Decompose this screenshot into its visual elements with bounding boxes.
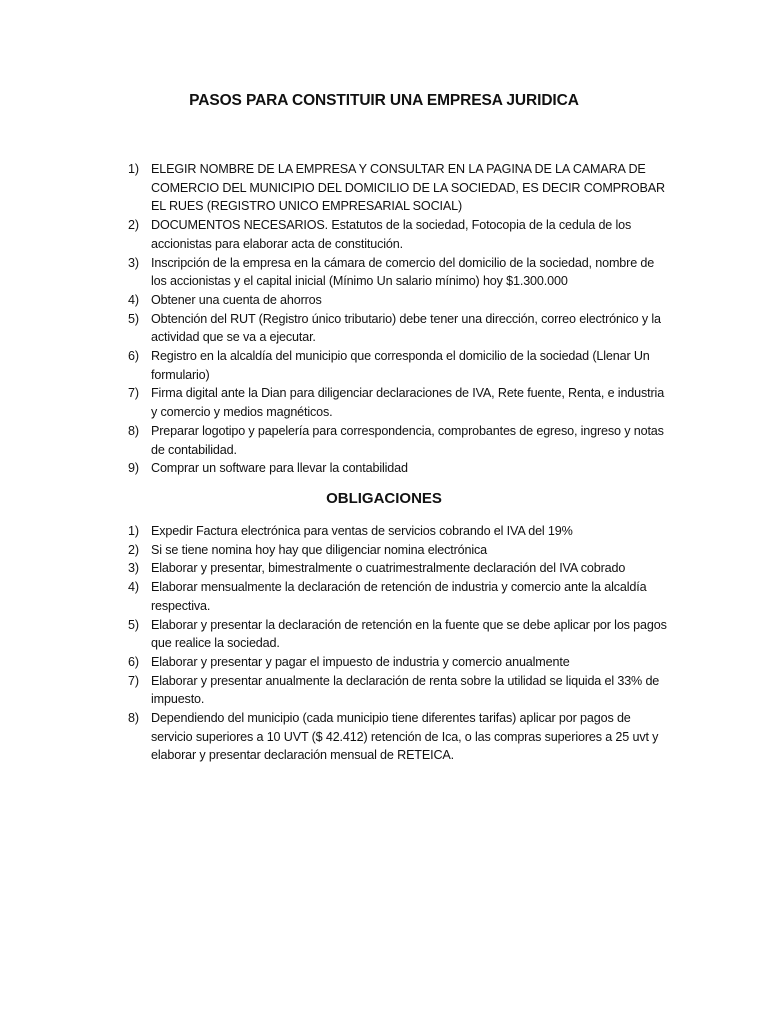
item-number: 1) xyxy=(128,162,139,176)
item-text: Obtención del RUT (Registro único tributario) debe tener una dirección, correo electrónico y la actividad que se va a ejecutar. xyxy=(151,311,661,345)
obligaciones-item-6 xyxy=(128,653,668,672)
item-number: 8) xyxy=(128,711,139,726)
pasos-item-2 xyxy=(128,216,668,253)
obligaciones-item-4 xyxy=(128,578,668,615)
obligaciones-heading: OBLIGACIONES xyxy=(326,490,442,507)
item-text: Registro en la alcaldía del municipio que corresponda el domicilio de la sociedad (Llenar Un formulario) xyxy=(151,349,650,382)
item-text: Elaborar mensualmente la declaración de retención de industria y comercio ante la alcaldía respectiva. xyxy=(151,580,647,613)
item-number: 6) xyxy=(128,349,139,364)
item-number: 6) xyxy=(128,654,139,669)
obligaciones-item-2 xyxy=(128,541,668,560)
obligaciones-item-3 xyxy=(128,559,668,578)
item-text: Expedir Factura electrónica para ventas de servicios cobrando el IVA del 19% xyxy=(151,524,573,538)
obligaciones-item-5 xyxy=(128,616,668,653)
item-text: DOCUMENTOS NECESARIOS. Estatutos de la sociedad, Fotocopia de la cedula de los accionistas para elaborar acta de constitución. xyxy=(151,218,632,251)
item-text: Inscripción de la empresa en la cámara de comercio del domicilio de la sociedad, nombre de los accionistas y el capital inicial (Mínimo Un salario mínimo) hoy $1.300.000 xyxy=(151,255,655,289)
obligaciones-item-1 xyxy=(128,522,668,541)
item-number: 4) xyxy=(128,580,139,595)
item-number: 3) xyxy=(128,561,139,576)
item-text: Firma digital ante la Dian para diligenciar declaraciones de IVA, Rete fuente, Renta, e industria y comercio y medios magnéticos. xyxy=(151,386,665,420)
item-text: Comprar un software para llevar la contabilidad xyxy=(151,461,408,476)
item-number: 5) xyxy=(128,617,139,632)
obligaciones-item-8 xyxy=(128,709,668,765)
item-number: 4) xyxy=(128,292,139,307)
document-title: PASOS PARA CONSTITUIR UNA EMPRESA JURIDICA xyxy=(189,92,579,109)
pasos-item-5 xyxy=(128,310,668,347)
pasos-item-3 xyxy=(128,254,668,291)
item-text: Preparar logotipo y papelería para correspondencia, comprobantes de egreso, ingreso y notas de contabilidad. xyxy=(151,423,664,457)
pasos-item-6 xyxy=(128,347,668,384)
item-text: Elaborar y presentar anualmente la declaración de renta sobre la utilidad se liquida el 33% de impuesto. xyxy=(151,673,660,707)
pasos-list xyxy=(128,160,668,478)
item-text: Si se tiene nomina hoy hay que diligenciar nomina electrónica xyxy=(151,542,487,557)
pasos-item-9 xyxy=(128,459,668,478)
pasos-item-4 xyxy=(128,291,668,310)
obligaciones-item-7 xyxy=(128,672,668,709)
obligaciones-list xyxy=(128,522,668,765)
pasos-item-7 xyxy=(128,384,668,421)
item-number: 8) xyxy=(128,423,139,438)
item-number: 7) xyxy=(128,386,139,401)
item-number: 2) xyxy=(128,218,139,233)
item-number: 1) xyxy=(128,524,139,538)
item-text: Elaborar y presentar la declaración de retención en la fuente que se debe aplicar por los pagos que realice la sociedad. xyxy=(151,617,667,651)
item-text: Elaborar y presentar y pagar el impuesto de industria y comercio anualmente xyxy=(151,654,570,669)
item-text: Dependiendo del municipio (cada municipio tiene diferentes tarifas) aplicar por pagos de servicio superiores a 10 UVT ($ 42.412) retención de Ica, o las compras superiores a 25 uvt y elaborar y presentar declaración mensual de RETEICA. xyxy=(151,711,659,763)
item-number: 7) xyxy=(128,673,139,688)
item-number: 2) xyxy=(128,542,139,557)
item-text: Obtener una cuenta de ahorros xyxy=(151,292,322,307)
item-text: Elaborar y presentar, bimestralmente o cuatrimestralmente declaración del IVA cobrado xyxy=(151,561,626,576)
item-number: 5) xyxy=(128,311,139,326)
item-number: 9) xyxy=(128,461,139,476)
pasos-item-8 xyxy=(128,422,668,459)
item-text: ELEGIR NOMBRE DE LA EMPRESA Y CONSULTAR EN LA PAGINA DE LA CAMARA DE COMERCIO DEL MUNICIPIO DEL DOMICILIO DE LA SOCIEDAD, ES DECIR COMPROBAR EL RUES (REGISTRO UNICO EMPRESARIAL SOCIAL) xyxy=(151,162,665,214)
pasos-item-1 xyxy=(128,160,668,216)
item-number: 3) xyxy=(128,255,139,270)
